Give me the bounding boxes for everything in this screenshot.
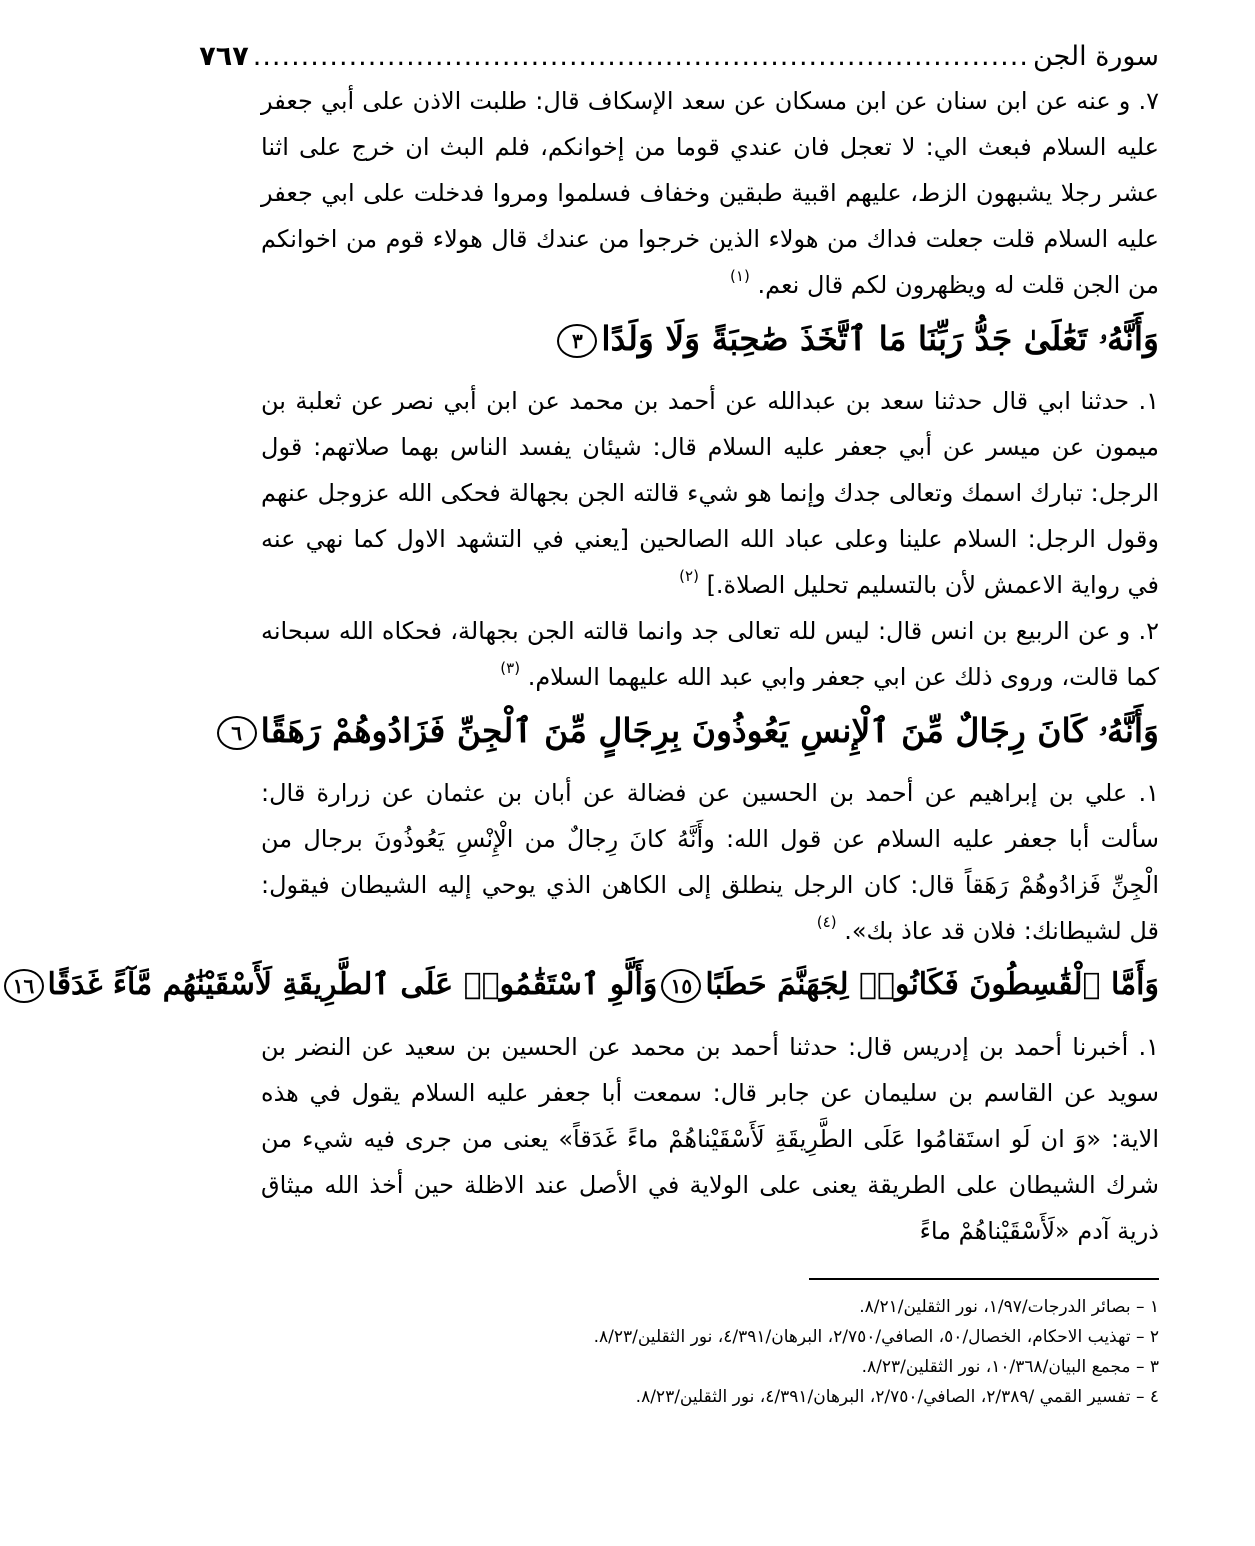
footnote-item: ٣ – مجمع البيان/١٠/٣٦٨، نور الثقلين/٨/٢٣. bbox=[861, 1357, 1159, 1377]
ayah-number-mark: ٦ bbox=[217, 716, 257, 750]
footnote-item: ٤ – تفسير القمي /٢/٣٨٩، الصافي/٢/٧٥٠، البرهان/٤/٣٩١، نور الثقلين/٨/٢٣. bbox=[635, 1387, 1159, 1407]
hadith-paragraph: ١. حدثنا ابي قال حدثنا سعد بن عبدالله عن أحمد بن محمد عن ابن أبي نصر عن ثعلبة بن ميمون عن ميسر عن أبي جعفر عليه السلام قال: شيئان يفسد الناس بهما صلاتهم: قول الرجل: تبارك اسمك وتعالى جدك وإنما هو شيء قالته الجن بجهالة فحكى الله عزوجل عنهم وقول الرجل: السلام علينا وعلى عباد الله الصالحين [يعني في التشهد الاول كما نهي عنه في رواية الاعمش لأن بالتسليم تحليل الصلاة.] $^{(٢)}$ bbox=[261, 387, 1159, 599]
ayah-number-mark: ١٦ bbox=[4, 969, 44, 1003]
hadith-paragraph: ٢. و عن الربيع بن انس قال: ليس لله تعالى جد وانما قالته الجن بجهالة، فحكاه الله سبحانه كما قالت، وروى ذلك عن ابي جعفر وابي عبد الله عليهما السلام. $^{(٣)}$ bbox=[261, 617, 1159, 691]
footnote-item: ١ – بصائر الدرجات/١/٩٧، نور الثقلين/٨/٢١. bbox=[859, 1297, 1159, 1317]
footnote-ref: (٤) bbox=[816, 913, 837, 931]
footnote-divider bbox=[809, 1278, 1159, 1280]
hadith-paragraph: ١. أخبرنا أحمد بن إدريس قال: حدثنا أحمد بن محمد عن الحسين بن سعيد عن النضر بن سويد عن القاسم بن سليمان عن جابر قال: سمعت أبا جعفر عليه السلام يقول في هذه الاية: «وَ ان لَو استَقامُوا عَلَى الطَّرِيقَةِ لَأَسْقَيْناهُمْ ماءً غَدَقاً» يعنى من جرى فيه شيء من شرك الشيطان على الطريقة يعنى على الولاية في الأصل عند الاظلة حين أخذ الله ميثاق ذرية آدم «لَأَسْقَيْناهُمْ ماءً bbox=[261, 1033, 1159, 1245]
footnote-ref: (٣) bbox=[500, 659, 521, 677]
quran-verses-15-16: وَأَمَّا ٱلْقَٰسِطُونَ فَكَانُوا۟ لِجَهَنَّمَ حَطَبًا١٥وَأَلَّوِ ٱسْتَقَٰمُوا۟ عَلَى ٱلطَّرِيقَةِ لَأَسْقَيْنَٰهُم مَّآءً غَدَقًا١٦ bbox=[261, 956, 1159, 1014]
running-header bbox=[199, 38, 1159, 78]
ayah-number-mark: ١٥ bbox=[661, 969, 701, 1003]
ayah-number-mark: ٣ bbox=[557, 324, 597, 358]
hadith-paragraph: ١. علي بن إبراهيم عن أحمد بن الحسين عن فضالة عن أبان بن عثمان عن زرارة قال: سألت أبا جعفر عليه السلام عن قول الله: وأَنَّهُ كانَ رِجالٌ من الْإِنْسِ يَعُوذُونَ برجال من الْجِنِّ فَزادُوهُمْ رَهَقاً قال: كان الرجل ينطلق إلى الكاهن الذي يوحي إليه الشيطان فيقول: قل لشيطانك: فلان قد عاذ بك». $^{(٤)}$ bbox=[261, 779, 1159, 945]
quran-verse-6: وَأَنَّهُۥ كَانَ رِجَالٌ مِّنَ ٱلْإِنسِ يَعُوذُونَ بِرِجَالٍ مِّنَ ٱلْجِنِّ فَزَادُوهُمْ رَهَقًا٦ bbox=[261, 702, 1159, 760]
quran-verse-3: وَأَنَّهُۥ تَعَٰلَىٰ جَدُّ رَبِّنَا مَا ٱتَّخَذَ صَٰحِبَةً وَلَا وَلَدًا٣ bbox=[261, 310, 1159, 368]
footnote-ref: (١) bbox=[730, 267, 750, 285]
sura-title: سورة الجن bbox=[1032, 41, 1159, 72]
footnote-item: ٢ – تهذيب الاحكام، الخصال/٥٠، الصافي/٢/٧٥٠، البرهان/٤/٣٩١، نور الثقلين/٨/٢٣. bbox=[593, 1327, 1159, 1347]
hadith-paragraph: ٧. و عنه عن ابن سنان عن ابن مسكان عن سعد الإسكاف قال: طلبت الاذن على أبي جعفر عليه السلام فبعث الي: لا تعجل فان عندي قوما من إخوانكم، فلم البث ان خرج على اثنا عشر رجلا يشبهون الزط، عليهم اقبية طبقين وخفاف فسلموا ومروا فدخلت على ابي جعفر عليه السلام قلت جعلت فداك من هولاء الذين خرجوا من عندك قال هولاء قوم من اخوانكم من الجن قلت له ويظهرون لكم قال نعم. $^{(١)}$ bbox=[261, 87, 1159, 299]
footnotes-list bbox=[261, 1292, 1159, 1412]
page-number: ٧٦٧ bbox=[199, 41, 249, 72]
book-page bbox=[12, 38, 1159, 1518]
header-leader-dots: ................................................................................. bbox=[252, 41, 1029, 72]
footnote-ref: (٢) bbox=[679, 567, 699, 585]
